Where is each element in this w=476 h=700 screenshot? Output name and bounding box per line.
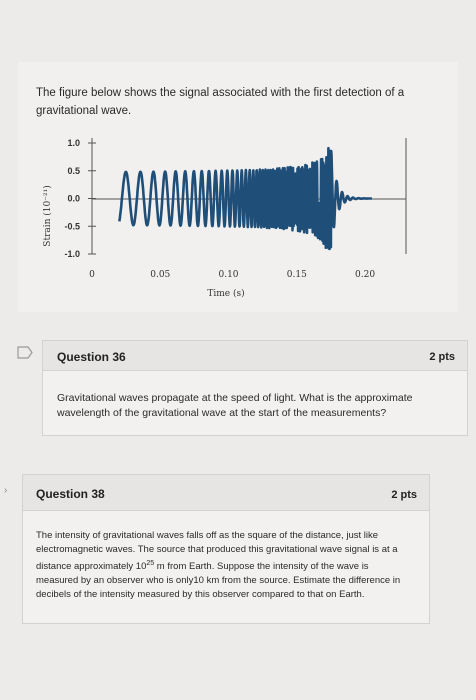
question-38-line-5: decibels of the intensity measured by this observer compared to that on Earth.: [36, 589, 365, 601]
exponent: 25: [146, 560, 155, 567]
question-38-line-3b: m from Earth. Suppose the intensity of the wave is: [154, 561, 369, 573]
question-36-body: Gravitational waves propagate at the speed of light. What is the approximate wavelength of the gravitational wave at the start of the measurements?: [57, 392, 413, 419]
question-38-points: 2 pts: [391, 489, 417, 501]
strain-chart: [36, 126, 436, 306]
question-38-line-4: measured by an observer who is only10 km from the source. Estimate the difference in: [36, 575, 401, 587]
y-tick-label: -0.5: [64, 221, 80, 232]
question-38-card: [22, 474, 430, 624]
x-tick-label: 0.05: [150, 270, 171, 280]
y-tick-label: 0.0: [67, 193, 80, 204]
x-axis-label: Time (s): [207, 289, 245, 299]
question-38-line-3a: distance approximately 10: [36, 561, 147, 573]
intro-text: The figure below shows the signal associated with the first detection of a gravitational wave.: [36, 87, 405, 117]
x-tick-label: 0.20: [355, 270, 376, 280]
y-axis-label: Strain (10⁻²¹): [43, 185, 53, 247]
question-38-body: [36, 529, 426, 602]
chevron-right-icon[interactable]: ›: [4, 485, 8, 496]
question-38-line-2: electromagnetic waves. The source that produced this gravitational wave signal is at a: [36, 544, 398, 555]
x-tick-label: 0.15: [286, 270, 307, 280]
flag-icon[interactable]: [17, 346, 33, 359]
question-36-title: Question 36: [57, 350, 126, 364]
y-tick-label: 1.0: [67, 138, 80, 148]
question-38-line-3: [36, 557, 426, 574]
y-tick-label: 0.5: [67, 165, 80, 176]
question-36-card: [42, 340, 468, 436]
y-tick-label: -1.0: [64, 249, 80, 259]
x-tick-label: 0.10: [218, 270, 239, 280]
question-36-points: 2 pts: [429, 351, 455, 363]
question-38-line-1: The intensity of gravitational waves falls off as the square of the distance, just like: [36, 530, 379, 541]
question-38-title: Question 38: [36, 487, 105, 501]
x-tick-label: 0: [89, 270, 95, 280]
